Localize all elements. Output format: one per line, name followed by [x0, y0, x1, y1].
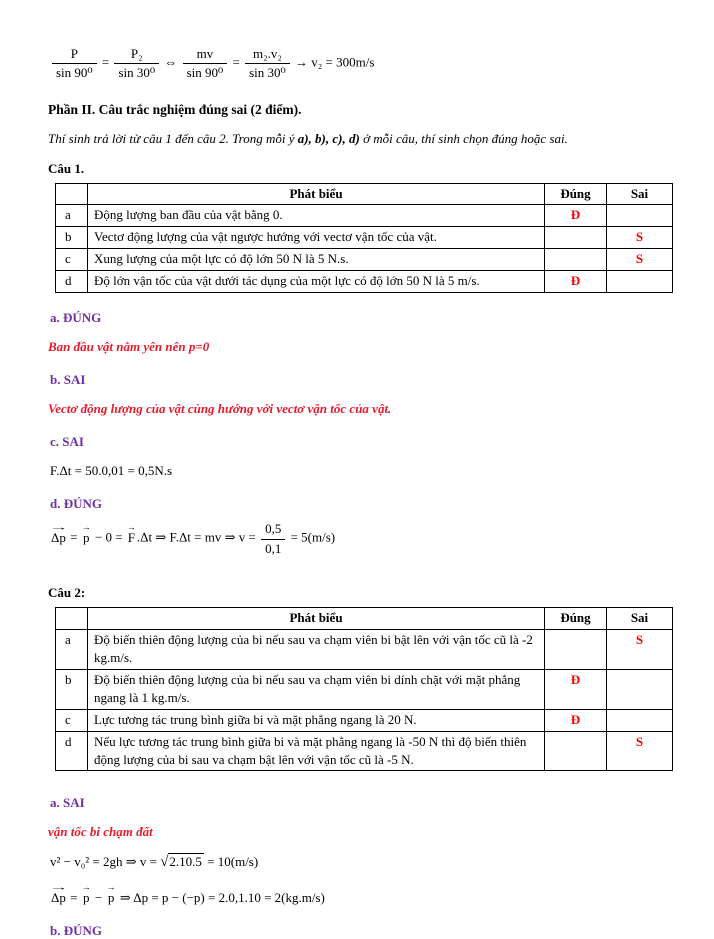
instruction-text [48, 131, 674, 147]
instruction-pre: Thí sinh trả lời từ câu 1 đến câu 2. Trong mỗi ý [48, 130, 298, 146]
numerator: P [52, 46, 97, 64]
table-row [56, 629, 673, 669]
header-dung: Đúng [545, 607, 607, 629]
cau1-label: Câu 1. [48, 160, 85, 176]
row-key: a [56, 629, 88, 669]
section-heading: Phần II. Câu trắc nghiệm đúng sai (2 điểm). [48, 101, 302, 117]
fraction [183, 46, 228, 82]
row-key: c [56, 249, 88, 271]
answer-1d-label: d. ĐÚNG [50, 496, 103, 512]
instruction-bold: a), b), c), d) [297, 130, 360, 146]
answer-1a-note: Ban đầu vật nằm yên nên p=0 [48, 339, 210, 355]
cau2-label: Câu 2: [48, 584, 86, 600]
mark-dung: Đ [545, 205, 607, 227]
header-phat-bieu: Phát biểu [88, 183, 545, 205]
header-phat-bieu: Phát biểu [88, 607, 545, 629]
table-row [56, 205, 673, 227]
answer-2a-label: a. SAI [50, 795, 85, 811]
row-key: b [56, 669, 88, 709]
statement-text: Xung lượng của một lực có độ lớn 50 N là 5 N.s. [88, 249, 545, 271]
table-row [56, 249, 673, 271]
vector-arrow-icon: → [48, 522, 68, 533]
vector-base: Δp [51, 530, 66, 546]
mark-dung [545, 227, 607, 249]
answer-2a-note: vận tốc bi chạm đất [48, 824, 153, 840]
header-sai: Sai [607, 607, 673, 629]
mark-sai: S [607, 629, 673, 669]
mark-sai [607, 271, 673, 293]
answer-1b-label: b. SAI [50, 372, 86, 388]
header-dung: Đúng [545, 183, 607, 205]
mark-sai [607, 205, 673, 227]
table-row [56, 731, 673, 771]
numerator: mv [183, 46, 228, 64]
row-key: d [56, 731, 88, 771]
mark-dung: Đ [545, 669, 607, 709]
formula-momentum-change-1: → Δp = → p − 0 = → F .Δt ⇒ F.Δt = mv ⇒ v = $\frac{0,5}{0,1}$ = 5(m/s) [50, 521, 674, 557]
statement-text: Động lượng ban đầu của vật bằng 0. [88, 205, 545, 227]
fraction [261, 521, 285, 557]
vector [106, 882, 116, 906]
mark-sai [607, 669, 673, 709]
answer-2b-label: b. ĐÚNG [50, 923, 103, 939]
table-header-row [56, 183, 673, 205]
mark-sai [607, 709, 673, 731]
vector-base: p [82, 530, 90, 546]
vector-arrow-icon: → [81, 882, 91, 893]
mark-sai: S [607, 227, 673, 249]
instruction-post: ở mỗi câu, thí sinh chọn đúng hoặc sai. [359, 130, 568, 146]
row-key: c [56, 709, 88, 731]
vector-arrow-icon: → [81, 522, 91, 533]
table-row [56, 271, 673, 293]
square-root [160, 853, 204, 872]
vector [48, 882, 68, 906]
mark-dung: Đ [545, 709, 607, 731]
statement-text: Độ biến thiên động lượng của bi nếu sau va chạm viên bi dính chặt với mặt phẳng ngang là 1 kg.m/s. [88, 669, 545, 709]
table-header-row [56, 607, 673, 629]
radicand: 2.10.5 [169, 854, 202, 870]
cau1-table [55, 183, 673, 294]
vector-arrow-icon: → [106, 882, 116, 893]
numerator: 0,5 [261, 521, 285, 539]
statement-text: Nếu lực tương tác trung bình giữa bi và mặt phẳng ngang là -50 N thì độ biến thiên động lượng của bi sau va chạm bật lên với vận tốc cũ là -5 N. [88, 731, 545, 771]
denominator: sin 30⁰ [249, 65, 286, 81]
formula-momentum-change-2: → Δp = → p − → p ⇒ Δp = p − (−p) = 2.0,1.10 = 2(kg.m/s) [50, 885, 674, 906]
cau2-table [55, 607, 673, 772]
mark-dung [545, 731, 607, 771]
answer-1a-label: a. ĐÚNG [50, 310, 102, 326]
vector [81, 882, 91, 906]
numerator: m₂.v₂ [245, 46, 290, 64]
vector-base: F [127, 530, 135, 546]
header-sai: Sai [607, 183, 673, 205]
header-blank [56, 183, 88, 205]
answer-1b-note: Vectơ động lượng của vật cùng hướng với vectơ vận tốc của vật. [48, 401, 392, 417]
fraction [52, 46, 97, 82]
denominator: sin 90⁰ [56, 65, 93, 81]
formula-velocity-fall: v² − v₀² = 2gh ⇒ v = √2.10.5 = 10(m/s) [50, 854, 259, 871]
formula-momentum-ratio: $\frac{P}{\text{sin 90⁰}}$ = $\frac{\text{P₂}}{\text{sin 30⁰}}$ ⇔ $\frac{mv}{\text{sin 90⁰}}$ = $\frac{\text{m₂.v₂}}{\text{sin 30⁰}}$ → v₂ = 300m/s [50, 46, 674, 82]
vector-base: Δp [51, 890, 66, 906]
mark-dung [545, 629, 607, 669]
vector-arrow-icon: → [126, 522, 136, 533]
vector [126, 522, 136, 546]
vector [81, 522, 91, 546]
formula-impulse: F.Δt = 50.0,01 = 0,5N.s [50, 463, 173, 479]
mark-sai: S [607, 249, 673, 271]
row-key: b [56, 227, 88, 249]
table-row [56, 709, 673, 731]
denominator: sin 30⁰ [118, 65, 156, 81]
denominator: 0,1 [265, 540, 282, 556]
statement-text: Độ lớn vận tốc của vật dưới tác dụng của một lực có độ lớn 50 N là 5 m/s. [88, 271, 545, 293]
vector-arrow-icon: → [48, 882, 68, 893]
answer-1c-label: c. SAI [50, 434, 84, 450]
radical-icon: √ [160, 854, 169, 871]
table-row [56, 669, 673, 709]
vector-base: p [82, 890, 90, 906]
fraction [114, 46, 159, 82]
row-key: d [56, 271, 88, 293]
vector-base: p [107, 890, 115, 906]
table-row [56, 227, 673, 249]
statement-text: Vectơ động lượng của vật ngược hướng với vectơ vận tốc của vật. [88, 227, 545, 249]
statement-text: Độ biến thiên động lượng của bi nếu sau va chạm viên bi bật lên với vận tốc cũ là -2 kg.m/s. [88, 629, 545, 669]
header-blank [56, 607, 88, 629]
row-key: a [56, 205, 88, 227]
vector [48, 522, 68, 546]
numerator: P₂ [114, 46, 159, 64]
mark-dung [545, 249, 607, 271]
mark-dung: Đ [545, 271, 607, 293]
mark-sai: S [607, 731, 673, 771]
statement-text: Lực tương tác trung bình giữa bi và mặt phẳng ngang là 20 N. [88, 709, 545, 731]
denominator: sin 90⁰ [186, 65, 224, 81]
fraction [245, 46, 290, 82]
